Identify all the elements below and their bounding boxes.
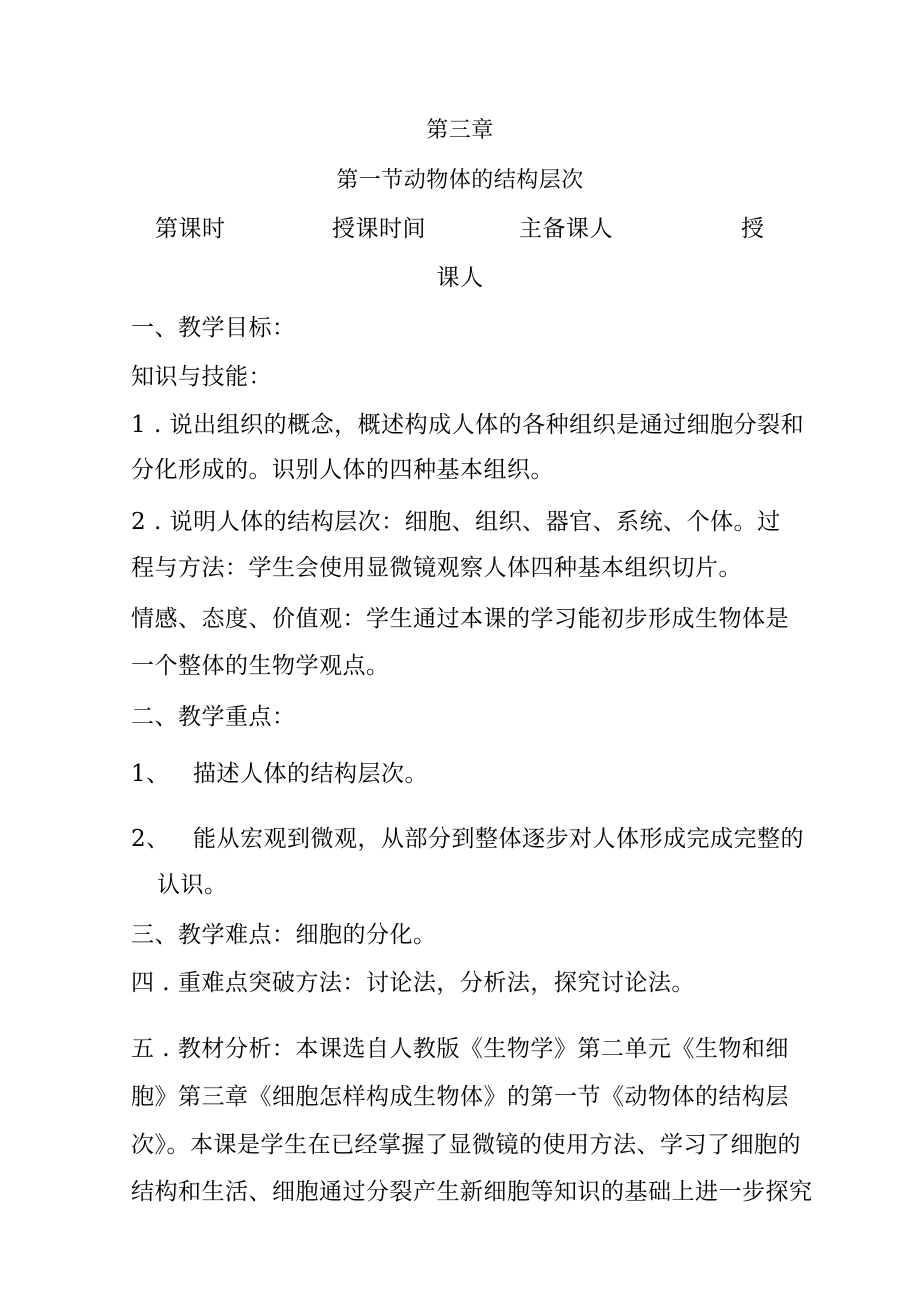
knowledge-item-1-line-2: 分化形成的。识别人体的四种基本组织。: [131, 457, 554, 483]
lesson-period-label: 第课时: [155, 216, 226, 242]
textbook-analysis-line-1: 五 . 教材分析：本课选自人教版《生物学》第二单元《生物和细: [131, 1036, 789, 1062]
lesson-teacher-label-part1: 授: [741, 216, 765, 242]
focus-item-1: [131, 759, 428, 789]
chapter-title: 第三章: [426, 118, 494, 143]
section-heading-difficulty: 三、教学难点：细胞的分化。: [131, 922, 437, 948]
focus-item-2: [131, 824, 804, 854]
textbook-analysis-line-3: 次》。本课是学生在已经掌握了显微镜的使用方法、学习了细胞的: [131, 1132, 801, 1158]
section-heading-focus: 二、教学重点：: [131, 704, 296, 730]
knowledge-item-1-line-1: 1 . 说出组织的概念，概述构成人体的各种组织是通过细胞分裂和: [131, 412, 805, 438]
focus-item-1-number: 1、: [131, 761, 170, 787]
focus-item-2-text: 能从宏观到微观，从部分到整体逐步对人体形成完成完整的: [193, 826, 804, 852]
textbook-analysis-line-4: 结构和生活、细胞通过分裂产生新细胞等知识的基础上进一步探究: [131, 1179, 813, 1205]
lesson-meta-row: [0, 214, 920, 244]
lesson-preparer-label: 主备课人: [519, 216, 613, 242]
lesson-time-label: 授课时间: [332, 216, 426, 242]
knowledge-item-2-line-1: 2 . 说明人体的结构层次：细胞、组织、器官、系统、个体。过: [131, 509, 781, 535]
knowledge-item-2-line-2: 程与方法：学生会使用显微镜观察人体四种基本组织切片。: [131, 555, 742, 581]
textbook-analysis-line-2: 胞》第三章《细胞怎样构成生物体》的第一节《动物体的结构层: [131, 1084, 789, 1110]
focus-item-2-number: 2、: [131, 826, 170, 852]
section-heading-methods: 四 . 重难点突破方法：讨论法，分析法，探究讨论法。: [131, 970, 695, 996]
section-heading-objectives: 一、教学目标：: [131, 315, 296, 341]
section-title: 第一节动物体的结构层次: [336, 168, 584, 193]
focus-item-1-text: 描述人体的结构层次。: [193, 761, 428, 787]
attitude-line-1: 情感、态度、价值观：学生通过本课的学习能初步形成生物体是: [131, 606, 789, 632]
knowledge-heading: 知识与技能：: [131, 364, 272, 390]
lesson-teacher-label-part2: 课人: [436, 265, 484, 291]
attitude-line-2: 一个整体的生物学观点。: [131, 653, 390, 679]
focus-item-2-continuation: 认识。: [157, 872, 228, 898]
